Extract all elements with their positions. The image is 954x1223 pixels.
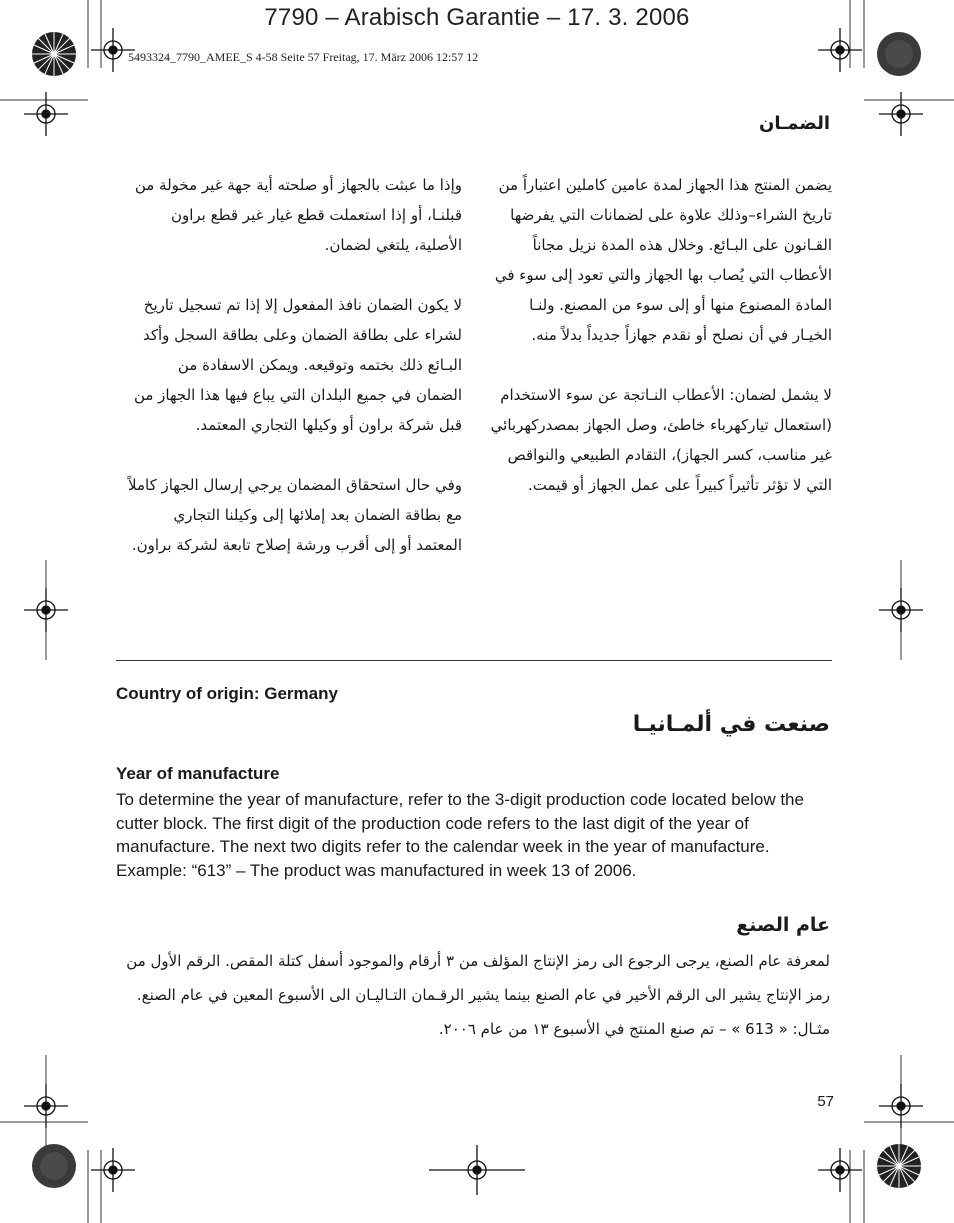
page-number: 57: [817, 1093, 834, 1110]
country-of-origin-arabic: صنعت في ألمـانيـا: [632, 712, 830, 737]
guarantee-right-column: [488, 170, 832, 530]
year-of-manufacture-arabic-example: مثـال: « 613 » – تم صنع المنتج في الأسبوع ١٣ من عام ٢٠٠٦.: [438, 1020, 830, 1038]
starburst-mark-bottom-right: [877, 1144, 921, 1188]
print-slug: 5493324_7790_AMEE_S 4-58 Seite 57 Freitag, 17. März 2006 12:57 12: [128, 50, 479, 64]
year-of-manufacture-arabic-heading: عام الصنع: [736, 914, 830, 936]
guarantee-paragraph: يضمن المنتج هذا الجهاز لمدة عامين كاملين اعتباراً من تاريخ الشراء–وذلك علاوة على لضمانات التي يفرضها القـانون على البـائع. وخلال هذه المدة نزيل مجاناً الأعطاب التي يُصاب بها الجهاز والتي تعود إلى سوء في المادة المصنوع منها أو إلى سوء من المصنع. ولنـا الخيـار في أن نصلح أو نقدم جهازاً جديداً بدلاً منه.: [494, 176, 832, 344]
guarantee-left-column: [128, 170, 462, 590]
year-of-manufacture-paragraph: To determine the year of manufacture, refer to the 3-digit production code located below the cutter block. The first digit of the production code refers to the last digit of the year of manufacture. The next two digits refer to the calendar week in the year of manufacture.: [116, 790, 804, 856]
year-of-manufacture-body: [116, 788, 836, 882]
guarantee-paragraph: لا يشمل لضمان: الأعطاب النـاتجة عن سوء الاستخدام (استعمال تياركهرباء خاطئ، وصل الجهاز بمصدركهربائي غير مناسب، كسر الجهاز)، التقادم الطبيعي والنواقص التي لا تؤثر تأثيراً كبيراً على عمل الجهاز أو قيمت.: [490, 386, 832, 494]
starburst-mark-top-left: [32, 32, 76, 76]
year-of-manufacture-arabic-paragraph: لمعرفة عام الصنع، يرجى الرجوع الى رمز الإنتاج المؤلف من ٣ أرقام والموجود أسفل كتلة المقص. الرقم الأول من رمز الإنتاج يشير الى الرقم الأخير في عام الصنع بينما يشير الرقـمان التـاليـان الى الأسبوع المعين في عام الصنع.: [126, 952, 830, 1004]
year-of-manufacture-arabic-body: [116, 944, 830, 1046]
year-of-manufacture-example: Example: “613” – The product was manufactured in week 13 of 2006.: [116, 860, 637, 880]
year-of-manufacture-heading: Year of manufacture: [116, 764, 280, 783]
section-divider: [116, 660, 832, 661]
country-of-origin-english: Country of origin: Germany: [116, 684, 338, 703]
header-title: 7790 – Arabisch Garantie – 17. 3. 2006: [264, 4, 690, 31]
guarantee-paragraph: وفي حال استحقاق المضمان يرجي إرسال الجهاز كاملاً مع بطاقة الضمان بعد إملائها إلى وكيلنا التجاري المعتمد أو إلى أقرب ورشة إصلاح تابعة لشركة براون.: [128, 476, 462, 554]
guarantee-title: الضمـان: [758, 113, 830, 134]
guarantee-paragraph: لا يكون الضمان نافذ المفعول إلا إذا تم تسجيل تاريخ لشراء على بطاقة الضمان وعلى بطاقة السجل وأكد البـائع ذلك بختمه وتوقيعه. ويمكن الاسفادة من الضمان في جميع البلدان التي يباع فيها هذا الجهاز من قبل شركة براون أو وكيلها التجاري المعتمد.: [133, 296, 462, 434]
guarantee-paragraph: وإذا ما عبثت بالجهاز أو صلحته أية جهة غير مخولة من قبلنـا، أو إذا استعملت قطع غيار غير قطع براون الأصلية، يلتغي لضمان.: [134, 176, 462, 254]
